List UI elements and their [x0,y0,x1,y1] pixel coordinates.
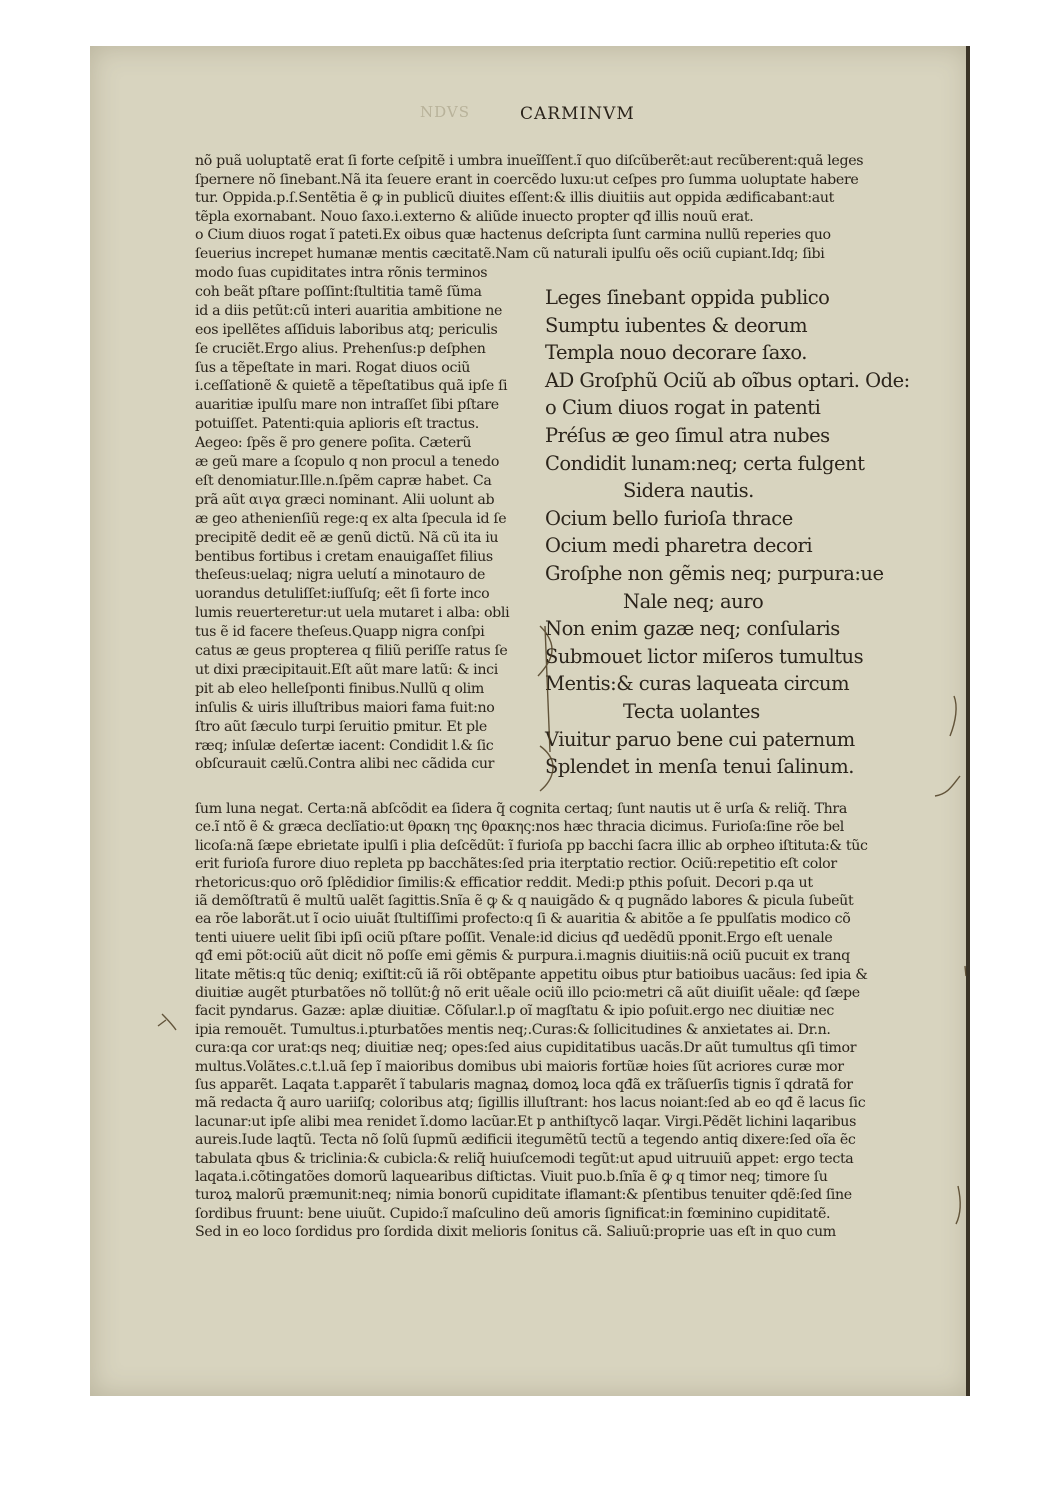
manuscript-page [90,46,970,1396]
bracket-mark [545,626,550,752]
commentary-line: tus ẽ id facere theſeus.Quapp nigra conſpi [195,624,485,641]
commentary-line: diuitiæ augẽt pturbatões nõ tollũt:ĝ nõ erit uẽale ociũ illo pcio:metri cã aũt diuiſit uẽale: qđ ſæpe [195,985,860,1001]
commentary-line: obſcurauit cælũ.Contra alibi nec cãdida cur [195,756,495,773]
verse-line: Submouet lictor miſeros tumultus [545,644,864,668]
margin-tick-right [965,966,966,976]
commentary-line: tabulata qbus & triclinia:& cubicla:& reliq̃ huiuſcemodi tegũt:ut apud uitruuiũ appet: ergo tecta [195,1150,854,1167]
verse-line: Ocium bello furioſa thrace [545,506,793,530]
commentary-line: ce.ĩ ntõ ẽ & græca declĩatio:ut θρακη της θρακης:nos hæc thracia dicimus. Furioſa:ſine rõe bel [195,819,844,836]
commentary-line: theſeus:uelaq; nigra uelutí a minotauro de [195,567,485,584]
commentary-line: rhetoricus:quo orõ ſplẽdidior ſimilis:& efficatior reddit. Medi:p pthis poſuit. Decori p.qa ut [195,874,813,891]
commentary-line: ſeuerius increpet humanæ mentis cæcitatẽ.Nam cũ naturali ipulſu oẽs ociũ cupiant.Idq; ſibi [195,245,825,262]
commentary-line: laqata.i.cõtingatões domorũ laquearibus diſtictas. Viuit puo.b.ſnĩa ẽ ꝙ q timor neq; timore ſu [195,1169,828,1185]
commentary-line: lumis reuerteretur:ut uela mutaret i alba: obli [195,605,510,622]
commentary-line: uorandus detuliſſet:iuſſuſq; eẽt ſi forte inco [195,586,490,603]
verse-line: Préſus æ geo ſimul atra nubes [545,424,830,447]
verse-line: Templa nouo decorare ſaxo. [545,341,807,365]
commentary-line: o Cium diuos rogat ĩ pateti.Ex oibus quæ hactenus deſcripta ſunt carmina nullũ reperies quo [195,227,831,243]
commentary-line: ſe cruciẽt.Ergo alius. Prehenſus:p deſphen [195,340,486,357]
margin-stroke-right [956,1186,960,1224]
commentary-line: inſulis & uiris illuſtribus maiori fama fuit:no [195,699,495,716]
commentary-line: modo ſuas cupiditates intra rõnis terminos [195,265,488,281]
commentary-line: erit furioſa furore diuo repleta pp bacchãtes:ſed pria iterptatio rectior. Ociũ:repetitio eſt color [195,856,837,873]
handwritten-annotations [90,46,970,1396]
commentary-line: bentibus fortibus i cretam enauigaſſet filius [195,548,493,565]
margin-stroke-right [950,696,956,736]
commentary-line: litate mẽtis:q tũc deniq; exiſtit:cũ iã rõi obtẽpante appetitu oibus ptur batioibus uacãus: ſed ipia & [195,966,868,983]
commentary-line: ipia remouẽt. Tumultus.i.pturbatões mentis neq;.Curas:& ſollicitudines & anxietates ai. Dr.n. [195,1021,831,1038]
verse-line: Leges ſinebant oppida publico [545,286,830,309]
commentary-line: ſpernere nõ ſinebant.Nã ita ſeuere erant in coercẽdo luxu:ut ceſpes pro ſumma uoluptate habere [195,171,859,188]
commentary-line: ſtro aũt ſæculo turpi ſeruitio pmitur. Et ple [195,718,487,735]
margin-flourish-left [158,1014,176,1030]
commentary-line: eſt denomiatur.Ille.n.ſpẽm capræ habet. Ca [195,472,492,489]
commentary-line: ræq; inſulæ deſertæ iacent: Condidit l.& ſic [195,737,494,754]
commentary-line: iã demõſtratũ ẽ multũ ualẽt ſagittis.Snĩa ẽ ꝙ & q nauigãdo & q pugnãdo labores & picula ſubeũt [195,893,854,909]
commentary-line: coh beãt pſtare poſſint:ſtultitia tamẽ ſũma [195,283,482,300]
ode-heading: AD Groſphũ Ociũ ab oĩbus optari. Ode: [545,368,910,392]
commentary-line: eos ipellẽtes aſſiduis laboribus atq; periculis [195,321,498,338]
commentary-line: lacunar:ut ipſe alibi mea renidet ĩ.domo lacũar.Et p anthiſtycõ laqar. Virgi.Pẽdẽt lichini laqaribus [195,1113,857,1130]
commentary-line: ea rõe laborãt.ut ĩ ocio uiuãt ſtultiſſimi profecto:q ſi & auaritia & abitõe a ſe ppulſatis modico cõ [195,911,851,928]
commentary-line: auaritiæ ipulſu mare non intraſſet ſibi pſtare [195,397,499,414]
verse-line: Ocium medi pharetra decori [545,534,813,558]
commentary-line: multus.Volãtes.c.t.l.uã ſep ĩ maioribus domibus ubi maioris fortũæ hoies ſũt acriores curæ mor [195,1058,844,1075]
verse-line: Nale neq; auro [623,589,764,613]
verse-line: o Cium diuos rogat in patenti [545,396,821,420]
commentary-line: tẽpla exornabant. Nouo ſaxo.i.externo & aliũde inuecto propter qđ illis nouũ erat. [195,208,754,225]
verse-line: Splendet in menſa tenui ſalinum. [545,755,854,779]
verse-line: Condidit lunam:neq; certa fulgent [545,451,865,475]
commentary-line: qđ emi põt:ociũ aũt dicit nõ poſſe emi gẽmis & purpura.i.magnis diuitiis:nã ociũ pucuit ex tranq [195,948,850,965]
commentary-line: nõ puã uoluptatẽ erat ſi forte ceſpitẽ i umbra inueĩſſent.ĩ quo diſcũberẽt:aut recũberent:quã leges [195,153,864,169]
commentary-line: ſus apparẽt. Laqata t.apparẽt ĩ tabularis magnaꝝ domoꝝ loca qđã ex trãſuerſis tignis ĩ qdratã for [195,1077,853,1093]
commentary-line: pit ab eleo helleſponti finibus.Nullũ q olim [195,680,485,697]
verse-line: Mentis:& curas laqueata circum [545,672,850,696]
verse-line: Non enim gazæ neq; conſularis [545,617,840,641]
commentary-line: aureis.Iude laqtũ. Tecta nõ ſolũ ſupmũ ædificii itegumẽtũ tectũ a tegendo antiq dixere:ſed oĩa ẽc [195,1132,856,1149]
commentary-line: prã aũt αιγα græci nominant. Alii uolunt ab [195,491,495,508]
commentary-line: tenti uiuere uelit ſibi ipſi ociũ pſtare poſſit. Venale:id dicius qđ uedẽdũ pponit.Ergo eſt uenale [195,929,833,946]
commentary-line: ſus a tẽpeſtate in mari. Rogat diuos ociũ [195,359,471,376]
commentary-line: mã redacta q̃ auro uariiſq; coloribus atq; ſigillis illuſtrant: hos lacus noiant:ſed ab eo qđ ẽ lacus ſic [195,1095,866,1112]
verse-line: Tecta uolantes [623,700,760,723]
commentary-line: æ geo athenienſiũ rege:q ex alta ſpecula id ſe [195,510,507,527]
running-head: CARMINVM [520,104,635,124]
commentary-line: potuiſſet. Patenti:quia aplioris eſt tractus. [195,416,479,433]
show-through-header: NDVS [420,103,470,121]
commentary-line: ſordibus fruunt: bene uiuũt. Cupido:ĩ maſculino deũ amoris ſignificat:in fœminino cupiditatẽ. [195,1205,831,1222]
commentary-line: licoſa:nã ſæpe ebrietate ipulſi i plia deſcẽdũt: ĩ furioſa pp bacchi ſacra illic ab orpheo iſtituta:& tũc [195,837,868,854]
commentary-line: id a diis petũt:cũ interi auaritia ambitione ne [195,302,503,319]
commentary-line: precipitẽ dedit eẽ æ genũ dictũ. Nã cũ ita iu [195,529,499,546]
commentary-line: ut dixi præcipitauit.Eſt aũt mare latũ: & inci [195,661,498,678]
commentary-line: tur. Oppida.p.ſ.Sentẽtia ẽ ꝙ in publicũ diuites eſſent:& illis diuitiis aut oppida ædificabant:aut [195,190,835,206]
commentary-line: facit pyndarus. Gazæ: aplæ diuitiæ. Cõſular.l.p oĩ magſtatu & ipio poſuit.ergo nec diuitiæ nec [195,1003,834,1020]
commentary-line: ſum luna negat. Certa:nã abſcõdit ea ſidera q̃ cognita certaq; ſunt nautis ut ẽ urſa & reliq̃. Thra [195,801,847,817]
margin-stroke-right [935,776,960,796]
commentary-line: turoꝝ malorũ præmunit:neq; nimia bonorũ cupiditate iflamant:& pſentibus tenuiter qdẽ:ſed ſine [195,1187,852,1204]
bracket-mark [540,746,553,791]
verse-line: Sidera nautis. [623,479,754,503]
commentary-line: cura:qa cor urat:qs neq; diuitiæ neq; opes:ſed aius cupiditatibus uacãs.Dr aũt tumultus qſi timor [195,1040,857,1057]
verse-line: Groſphe non gẽmis neq; purpura:ue [545,562,884,585]
commentary-line: Aegeo: ſpẽs ẽ pro genere poſita. Cæterũ [195,435,472,452]
verse-line: Sumptu iubentes & deorum [545,313,808,337]
commentary-line: i.ceſſationẽ & quietẽ a tẽpeſtatibus quã ipſe ſi [195,378,508,395]
commentary-line: æ geũ mare a ſcopulo q non procul a tenedo [195,454,500,470]
verse-line: Viuitur paruo bene cui paternum [545,727,855,751]
commentary-line: Sed in eo loco ſordidus pro ſordida dixit melioris ſonitus cã. Saliuũ:proprie uas eſt in quo cum [195,1224,836,1241]
commentary-line: catus æ geus propterea q filiũ periſſe ratus ſe [195,643,508,659]
